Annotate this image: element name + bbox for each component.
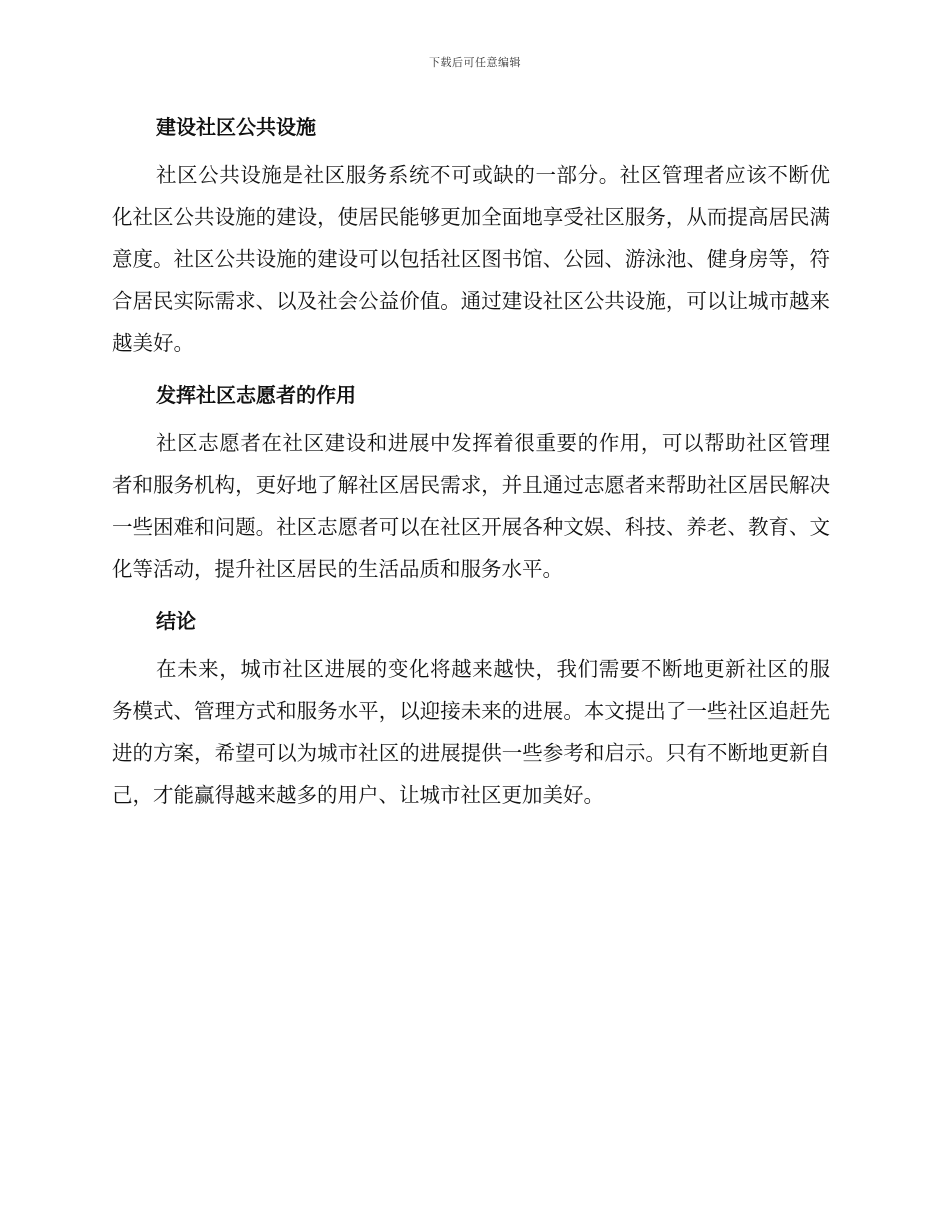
- section-paragraph: 社区公共设施是社区服务系统不可或缺的一部分。社区管理者应该不断优化社区公共设施的建设，使居民能够更加全面地享受社区服务，从而提高居民满意度。社区公共设施的建设可以包括社区图书馆、公园、游泳池、健身房等，符合居民实际需求、以及社会公益价值。通过建设社区公共设施，可以让城市越来越美好。: [112, 163, 830, 355]
- document-body: [112, 108, 830, 828]
- section-paragraph: 在未来，城市社区进展的变化将越来越快，我们需要不断地更新社区的服务模式、管理方式和服务水平，以迎接未来的进展。本文提出了一些社区追赶先进的方案，希望可以为城市社区的进展提供一些参考和启示。只有不断地更新自己，才能赢得越来越多的用户、让城市社区更加美好。: [112, 657, 830, 807]
- section-conclusion: [112, 602, 830, 816]
- section-heading: 发挥社区志愿者的作用: [156, 383, 356, 407]
- section-volunteers: [112, 376, 830, 590]
- section-heading: 建设社区公共设施: [156, 115, 316, 139]
- section-heading: 结论: [156, 609, 196, 633]
- section-paragraph: 社区志愿者在社区建设和进展中发挥着很重要的作用，可以帮助社区管理者和服务机构，更好地了解社区居民需求，并且通过志愿者来帮助社区居民解决一些困难和问题。社区志愿者可以在社区开展各种文娱、科技、养老、教育、文化等活动，提升社区居民的生活品质和服务水平。: [112, 431, 830, 581]
- header-note: 下载后可任意编辑: [429, 56, 521, 69]
- section-public-facilities: [112, 108, 830, 364]
